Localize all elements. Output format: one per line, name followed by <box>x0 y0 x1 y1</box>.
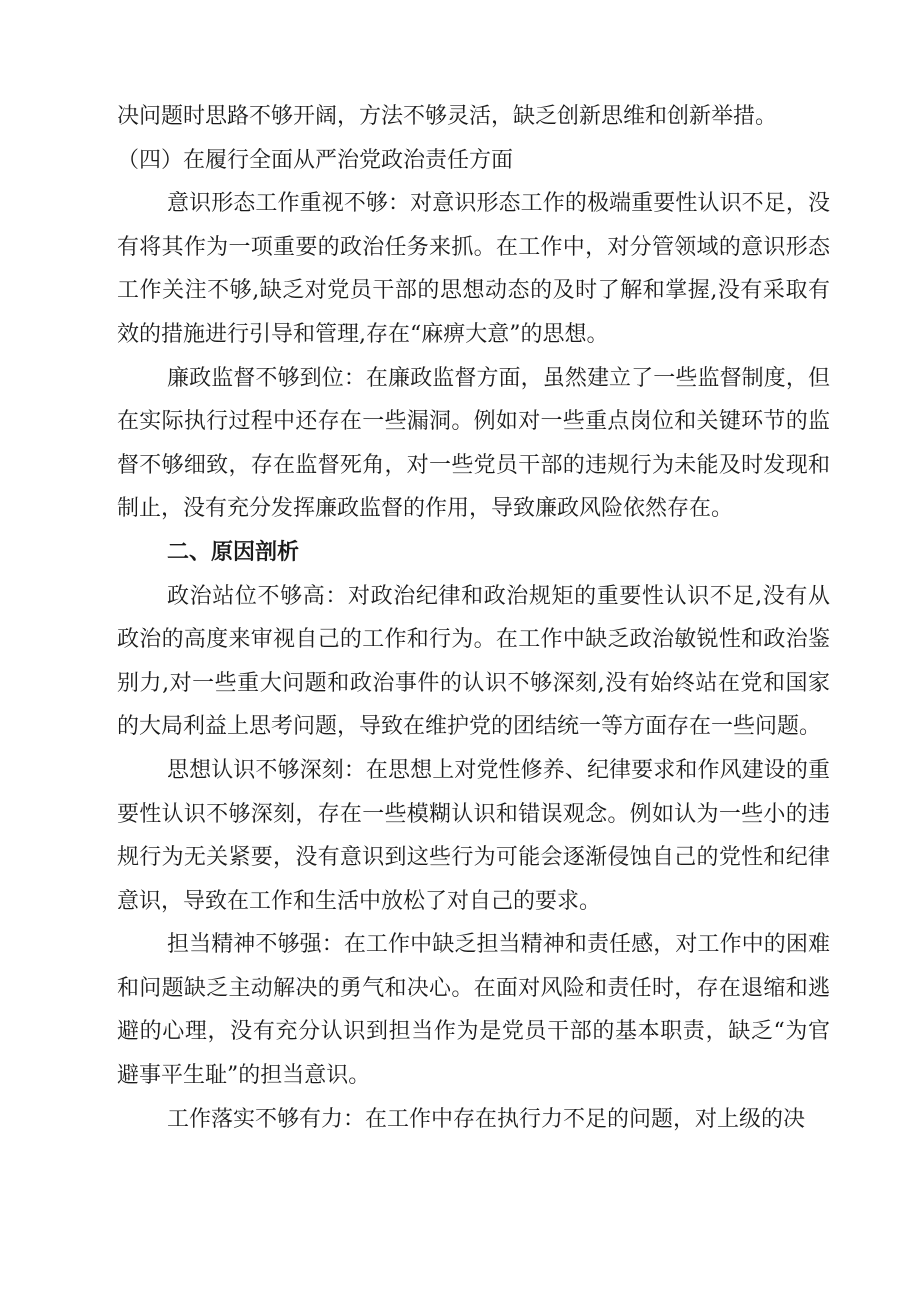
paragraph-integrity-supervision: 廉政监督不够到位：在廉政监督方面，虽然建立了一些监督制度，但在实际执行过程中还存在一些漏洞。例如对一些重点岗位和关键环节的监督不够细致，存在监督死角，对一些党员干部的违规行为未能及时发现和制止，没有充分发挥廉政监督的作用，导致廉政风险依然存在。 <box>117 365 830 522</box>
section-subheading: （四）在履行全面从严治党政治责任方面 <box>117 147 514 173</box>
paragraph-ideology-work: 意识形态工作重视不够：对意识形态工作的极端重要性认识不足，没有将其作为一项重要的政治任务来抓。在工作中，对分管领域的意识形态工作关注不够,缺乏对党员干部的思想动态的及时了解和掌握,没有采取有效的措施进行引导和管理,存在“麻痹大意”的思想。 <box>117 191 830 347</box>
paragraph-responsibility-spirit: 担当精神不够强：在工作中缺乏担当精神和责任感，对工作中的困难和问题缺乏主动解决的勇气和决心。在面对风险和责任时，存在退缩和逃避的心理，没有充分认识到担当作为是党员干部的基本职责，缺乏“为官避事平生耻”的担当意识。 <box>117 932 830 1089</box>
paragraph-political-stance: 政治站位不够高：对政治纪律和政治规矩的重要性认识不足,没有从政治的高度来审视自己的工作和行为。在工作中缺乏政治敏锐性和政治鉴别力,对一些重大问题和政治事件的认识不够深刻,没有始终站在党和国家的大局利益上思考问题，导致在维护党的团结统一等方面存在一些问题。 <box>117 583 830 740</box>
paragraph-work-implementation: 工作落实不够有力：在工作中存在执行力不足的问题，对上级的决 <box>167 1106 806 1132</box>
paragraph-continued: 决问题时思路不够开阔，方法不够灵活，缺乏创新思维和创新举措。 <box>117 104 778 129</box>
paragraph-ideological-understanding: 思想认识不够深刻：在思想上对党性修养、纪律要求和作风建设的重要性认识不够深刻，存在一些模糊认识和错误观念。例如认为一些小的违规行为无关紧要，没有意识到这些行为可能会逐渐侵蚀自己的党性和纪律意识，导致在工作和生活中放松了对自己的要求。 <box>117 757 830 914</box>
section-heading-cause-analysis: 二、原因剖析 <box>167 539 300 565</box>
document-body <box>117 95 830 1141</box>
